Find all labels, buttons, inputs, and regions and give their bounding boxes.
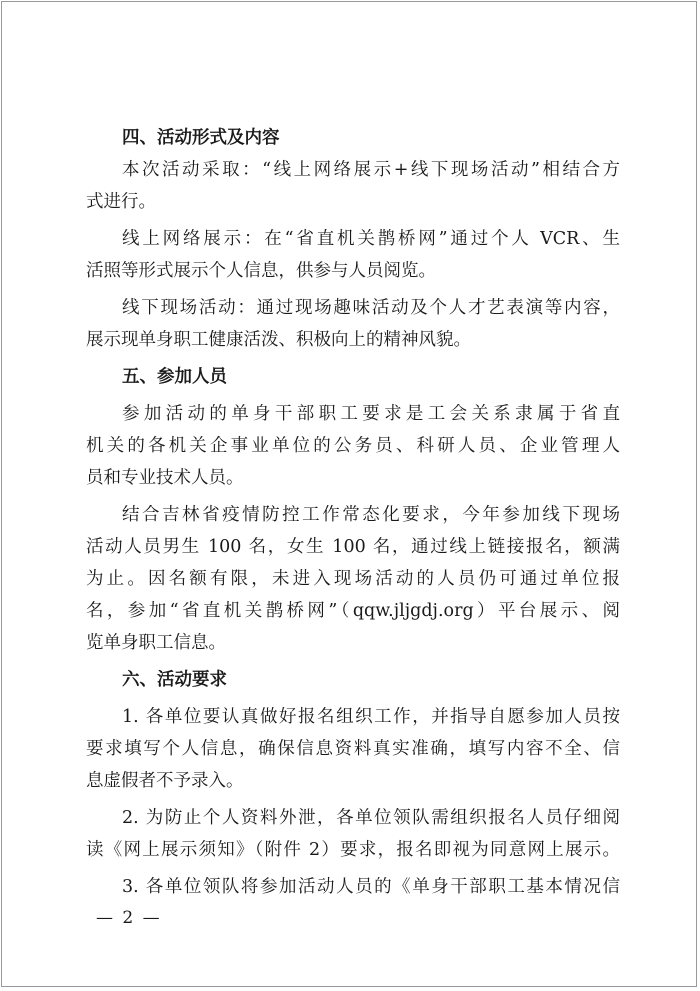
section-5-p2-line-4: 名，参加“省直机关鹊桥网”（qqw.jljgdj.org）平台展示、阅 — [86, 601, 620, 621]
section-4-p1-line-2: 式进行。 — [86, 192, 156, 212]
section-6-heading: 六、活动要求 — [122, 670, 227, 690]
section-5-heading: 五、参加人员 — [122, 367, 227, 387]
section-6-p2-line-1: 2. 为防止个人资料外泄，各单位领队需组织报名人员仔细阅 — [122, 808, 620, 828]
section-4-p3-line-1: 线下现场活动：通过现场趣味活动及个人才艺表演等内容， — [122, 298, 620, 318]
section-5-p2-line-3: 为止。因名额有限，未进入现场活动的人员仍可通过单位报 — [86, 569, 620, 589]
section-6-p1-line-2: 要求填写个人信息，确保信息资料真实准确，填写内容不全、信 — [86, 739, 620, 759]
section-6-p2-line-2: 读《网上展示须知》（附件 2）要求，报名即视为同意网上展示。 — [86, 840, 620, 860]
section-4-p1-line-1: 本次活动采取：“线上网络展示+线下现场活动”相结合方 — [122, 160, 620, 180]
document-body — [86, 122, 620, 903]
section-6-p1-line-1: 1. 各单位要认真做好报名组织工作，并指导自愿参加人员按 — [122, 707, 620, 727]
section-6-p3-line-1: 3. 各单位领队将参加活动人员的《单身干部职工基本情况信 — [122, 877, 620, 897]
section-5-p2-line-2: 活动人员男生 100 名，女生 100 名，通过线上链接报名，额满 — [86, 537, 620, 557]
section-5-p1-line-1: 参加活动的单身干部职工要求是工会关系隶属于省直 — [122, 404, 620, 424]
section-4-heading: 四、活动形式及内容 — [122, 128, 280, 148]
section-4-p3-line-2: 展示现单身职工健康活泼、积极向上的精神风貌。 — [86, 330, 471, 350]
section-4-p2-line-1: 线上网络展示：在“省直机关鹊桥网”通过个人 VCR、生 — [122, 229, 620, 249]
section-5-p2-line-5: 览单身职工信息。 — [86, 633, 226, 653]
section-5-p2-line-1: 结合吉林省疫情防控工作常态化要求，今年参加线下现场 — [122, 505, 620, 525]
section-5-p1-line-3: 员和专业技术人员。 — [86, 468, 244, 488]
page-number: — 2 — — [96, 908, 162, 928]
section-6-p1-line-3: 息虚假者不予录入。 — [86, 771, 244, 791]
document-page — [1, 1, 697, 987]
section-5-p1-line-2: 机关的各机关企事业单位的公务员、科研人员、企业管理人 — [86, 436, 620, 456]
section-4-p2-line-2: 活照等形式展示个人信息，供参与人员阅览。 — [86, 261, 436, 281]
